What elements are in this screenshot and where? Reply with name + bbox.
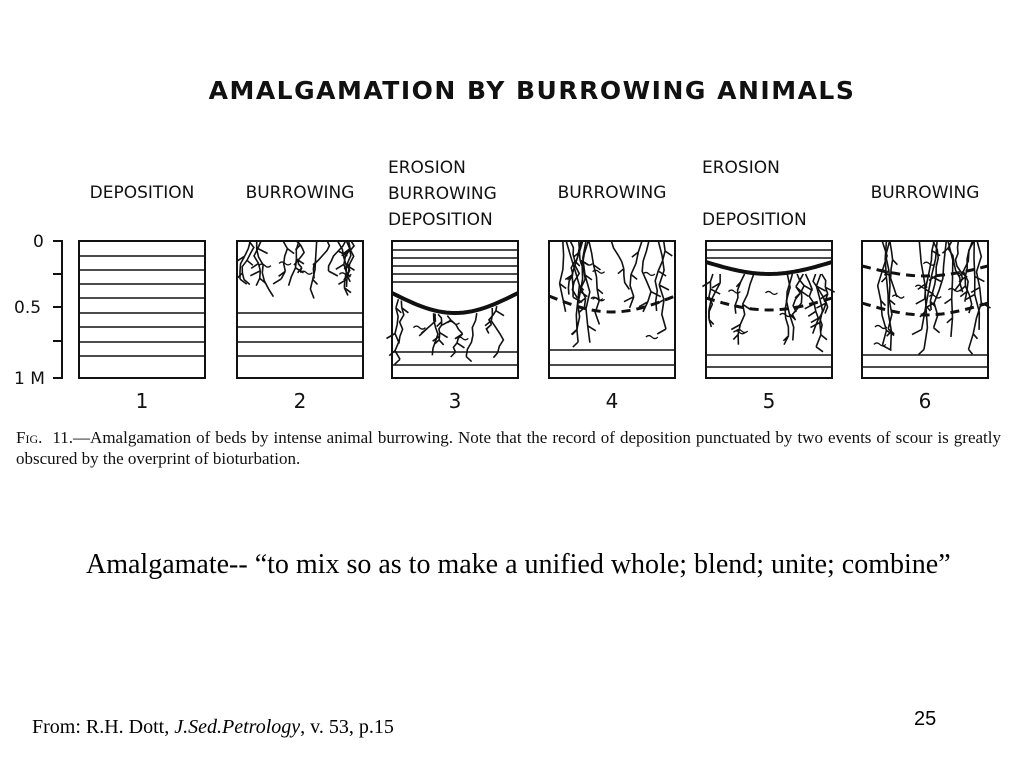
stage-number: 5 — [762, 389, 776, 413]
diagram-columns — [79, 158, 991, 413]
stage-label: DEPOSITION — [702, 210, 807, 230]
stage-number: 2 — [293, 389, 307, 413]
stage-label: EROSION — [388, 158, 466, 178]
stage-column-1 — [79, 183, 205, 413]
stage-label: DEPOSITION — [388, 210, 493, 230]
caption-text: —Amalgamation of beds by intense animal burrowing. Note that the record of deposition punctuated by two events of scour is greatly obscured by the overprint of bioturbation. — [16, 428, 1001, 468]
stage-label: BURROWING — [388, 184, 497, 204]
stage-column-4 — [549, 183, 675, 413]
stage-column-5 — [702, 158, 835, 413]
caption-fig-number: 11. — [52, 428, 74, 447]
source-suffix: , v. 53, p.15 — [300, 716, 394, 738]
figure-caption — [16, 427, 1001, 469]
stage-column-6 — [862, 183, 991, 413]
stage-number: 1 — [135, 389, 149, 413]
scale-tick-label: 1 M — [14, 369, 45, 389]
stage-number: 6 — [918, 389, 932, 413]
stage-label: EROSION — [702, 158, 780, 178]
stage-number: 3 — [448, 389, 462, 413]
slide-number: 25 — [914, 708, 937, 730]
stage-label: BURROWING — [870, 183, 980, 203]
depth-scale — [14, 232, 63, 389]
stage-column-3 — [387, 158, 519, 413]
stage-number: 4 — [605, 389, 619, 413]
scale-tick-label: 0.5 — [14, 298, 42, 318]
scale-tick-label: 0 — [33, 232, 44, 252]
stage-column-2 — [237, 183, 363, 413]
source-prefix: From: R.H. Dott, — [32, 716, 175, 738]
stage-label: BURROWING — [245, 183, 355, 203]
source-journal: J.Sed.Petrology — [174, 716, 301, 738]
stage-label: BURROWING — [557, 183, 667, 203]
figure-title: AMALGAMATION BY BURROWING ANIMALS — [208, 76, 856, 105]
caption-fig-label: Fig. — [16, 428, 43, 447]
definition-text: Amalgamate-- “to mix so as to make a unified whole; blend; unite; combine” — [86, 549, 951, 580]
stratigraphic-column — [79, 241, 205, 378]
stage-label: DEPOSITION — [89, 183, 195, 203]
stratigraphic-column — [392, 241, 518, 378]
source-citation — [32, 716, 394, 739]
